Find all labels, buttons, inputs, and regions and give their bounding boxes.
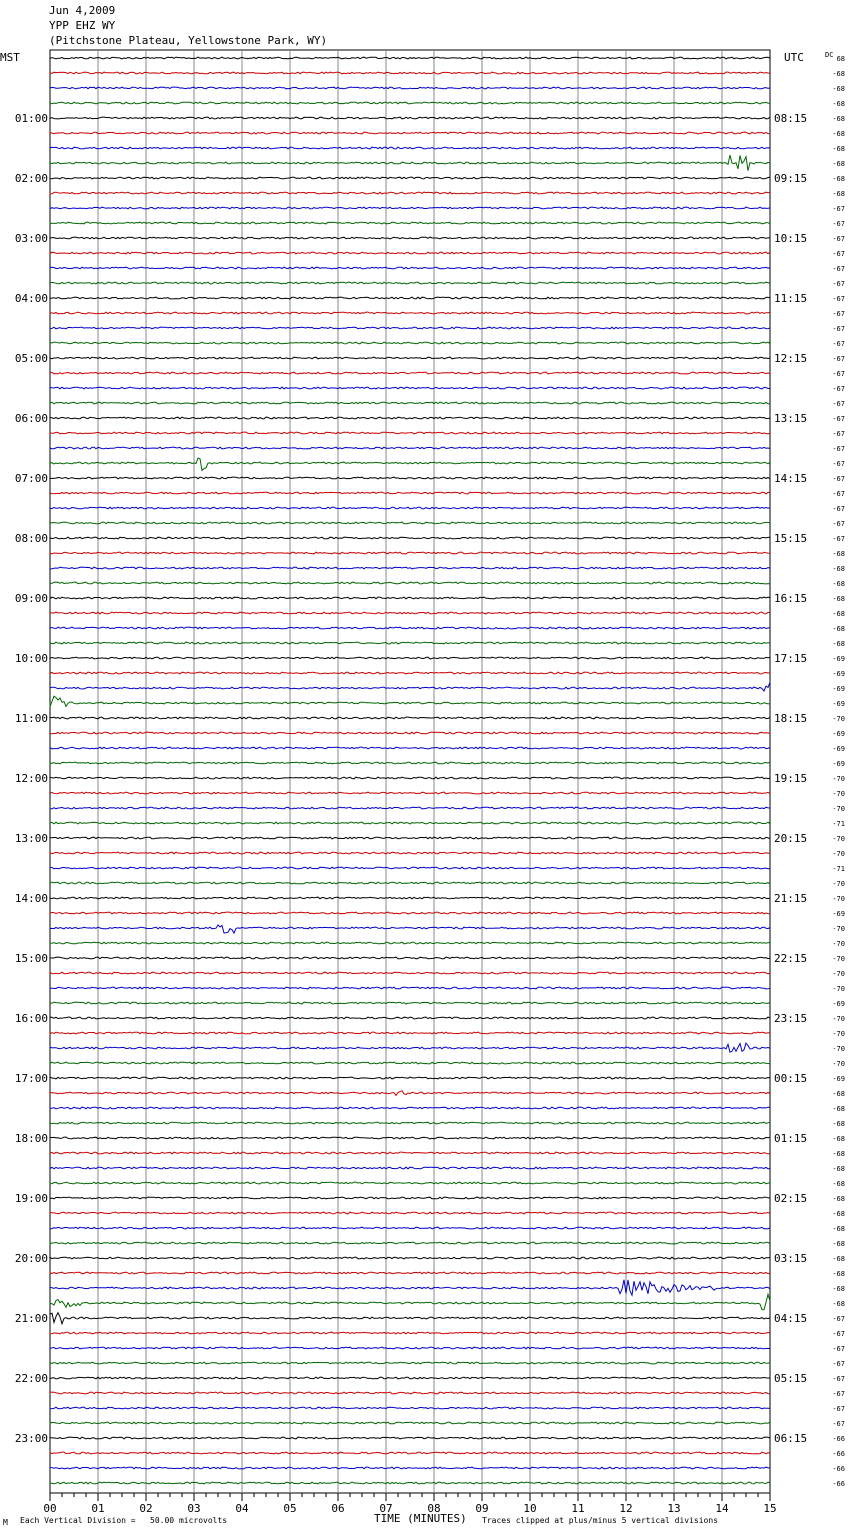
trace-row	[50, 447, 770, 449]
mst-hour-label: 21:00	[14, 1312, 48, 1325]
mst-hour-label: 14:00	[14, 892, 48, 905]
trace-row	[50, 1452, 770, 1454]
dc-offset-label: -71	[832, 865, 845, 873]
station-location: (Pitchstone Plateau, Yellowstone Park, WY)	[49, 34, 328, 47]
vertical-scale-note: Each Vertical Division = 50.00 microvolts	[20, 1516, 228, 1525]
trace-row	[50, 1437, 770, 1439]
dc-offset-label: -67	[832, 1390, 845, 1398]
trace-row	[50, 672, 770, 674]
dc-label: DC	[825, 51, 834, 59]
dc-offset-label: -67	[832, 1360, 845, 1368]
trace-row	[50, 777, 770, 779]
dc-offset-label: -67	[832, 280, 845, 288]
trace-row	[50, 1167, 770, 1169]
dc-offset-label: -69	[832, 910, 845, 918]
trace-row	[50, 252, 770, 254]
dc-offset-label: -69	[832, 700, 845, 708]
mst-hour-label: 20:00	[14, 1252, 48, 1265]
trace-row	[50, 925, 770, 933]
x-tick-label: 08	[427, 1502, 441, 1515]
dc-offset-label: -68	[832, 1240, 845, 1248]
trace-row	[50, 1332, 770, 1334]
trace-row	[50, 155, 770, 171]
dc-offset-label: -67	[832, 400, 845, 408]
trace-row	[50, 612, 770, 614]
x-tick-label: 07	[379, 1502, 393, 1515]
trace-row	[50, 357, 770, 359]
trace-row	[50, 417, 770, 419]
trace-row	[50, 897, 770, 899]
mst-hour-label: 08:00	[14, 532, 48, 545]
dc-offset-label: -70	[832, 1060, 845, 1068]
utc-hour-label: 01:15	[774, 1132, 808, 1145]
dc-offset-label: -68	[832, 1120, 845, 1128]
utc-hour-label: 14:15	[774, 472, 808, 485]
dc-offset-label: -70	[832, 985, 845, 993]
trace-row	[50, 852, 770, 854]
dc-offset-label: -67	[832, 220, 845, 228]
trace-row	[50, 696, 770, 706]
dc-offset-label: -70	[832, 925, 845, 933]
dc-offset-label: -68	[832, 1285, 845, 1293]
trace-row	[50, 1313, 770, 1324]
trace-row	[50, 402, 770, 404]
trace-row	[50, 327, 770, 329]
trace-row	[50, 432, 770, 434]
mst-hour-label: 12:00	[14, 772, 48, 785]
dc-offset-label: -69	[832, 730, 845, 738]
x-tick-label: 09	[475, 1502, 489, 1515]
dc-offset-label: -68	[832, 1150, 845, 1158]
dc-offset-label: -67	[832, 490, 845, 498]
dc-offset-label: -67	[832, 310, 845, 318]
trace-row	[50, 1197, 770, 1199]
dc-offset-label: -67	[832, 340, 845, 348]
trace-row	[50, 987, 770, 989]
mst-hour-label: 22:00	[14, 1372, 48, 1385]
utc-hour-label: 00:15	[774, 1072, 808, 1085]
dc-offset-label: -67	[832, 385, 845, 393]
dc-offset-label: -68	[832, 130, 845, 138]
trace-row	[50, 372, 770, 374]
trace-row	[50, 57, 770, 59]
dc-offset-label: -68	[832, 1300, 845, 1308]
dc-offset-label: -67	[832, 265, 845, 273]
trace-row	[50, 1377, 770, 1379]
dc-offset-label: -67	[832, 1405, 845, 1413]
dc-offset-label: -70	[832, 940, 845, 948]
dc-offset-label: -66	[832, 1435, 845, 1443]
mst-hour-label: 18:00	[14, 1132, 48, 1145]
trace-row	[50, 1257, 770, 1259]
mst-hour-label: 19:00	[14, 1192, 48, 1205]
dc-offset-label: -70	[832, 805, 845, 813]
trace-row	[50, 237, 770, 239]
trace-row	[50, 1091, 770, 1096]
x-tick-label: 15	[763, 1502, 777, 1515]
trace-row	[50, 1242, 770, 1244]
utc-hour-label: 05:15	[774, 1372, 808, 1385]
x-tick-label: 10	[523, 1502, 537, 1515]
trace-row	[50, 102, 770, 104]
trace-row	[50, 492, 770, 494]
trace-row	[50, 522, 770, 524]
trace-row	[50, 747, 770, 749]
dc-offset-label: -68	[832, 1090, 845, 1098]
dc-offset-label: -70	[832, 790, 845, 798]
dc-offset-label: -69	[832, 685, 845, 693]
dc-offset-label: -70	[832, 775, 845, 783]
utc-hour-label: 16:15	[774, 592, 808, 605]
mst-hour-label: 06:00	[14, 412, 48, 425]
x-tick-label: 12	[619, 1502, 633, 1515]
utc-hour-label: 03:15	[774, 1252, 808, 1265]
trace-row	[50, 1407, 770, 1409]
x-tick-label: 13	[667, 1502, 681, 1515]
dc-offset-label: -70	[832, 895, 845, 903]
dc-offset-label: -68	[832, 85, 845, 93]
mst-hour-label: 07:00	[14, 472, 48, 485]
dc-offset-label: -67	[832, 430, 845, 438]
trace-row	[50, 192, 770, 194]
plot-date: Jun 4,2009	[49, 4, 116, 17]
trace-row	[50, 552, 770, 554]
trace-row	[50, 1227, 770, 1229]
dc-offset-label: 68	[836, 55, 845, 63]
trace-row	[50, 72, 770, 74]
dc-offset-label: -71	[832, 820, 845, 828]
trace-row	[50, 537, 770, 539]
utc-hour-label: 10:15	[774, 232, 808, 245]
dc-offset-label: -68	[832, 1210, 845, 1218]
trace-row	[50, 867, 770, 869]
dc-offset-label: -67	[832, 355, 845, 363]
x-tick-label: 00	[43, 1502, 57, 1515]
dc-offset-label: -67	[832, 295, 845, 303]
dc-offset-label: -68	[832, 610, 845, 618]
trace-row	[50, 147, 770, 149]
trace-row	[50, 1272, 770, 1274]
trace-row	[50, 1347, 770, 1349]
utc-hour-label: 23:15	[774, 1012, 808, 1025]
trace-row	[50, 942, 770, 944]
trace-row	[50, 732, 770, 734]
utc-hour-label: 02:15	[774, 1192, 808, 1205]
mst-hour-label: 17:00	[14, 1072, 48, 1085]
clip-note: Traces clipped at plus/minus 5 vertical divisions	[482, 1516, 719, 1525]
mst-hour-label: 23:00	[14, 1432, 48, 1445]
x-tick-label: 03	[187, 1502, 201, 1515]
utc-hour-label: 13:15	[774, 412, 808, 425]
trace-row	[50, 642, 770, 644]
utc-hour-label: 17:15	[774, 652, 808, 665]
trace-row	[50, 822, 770, 824]
trace-row	[50, 1062, 770, 1064]
trace-row	[50, 117, 770, 119]
utc-hour-label: 15:15	[774, 532, 808, 545]
utc-hour-label: 21:15	[774, 892, 808, 905]
trace-row	[50, 1032, 770, 1034]
dc-offset-label: -69	[832, 655, 845, 663]
utc-hour-label: 19:15	[774, 772, 808, 785]
dc-offset-label: -67	[832, 325, 845, 333]
trace-row	[50, 342, 770, 344]
dc-offset-label: -68	[832, 115, 845, 123]
trace-row	[50, 1482, 770, 1484]
mst-hour-label: 02:00	[14, 172, 48, 185]
trace-row	[50, 1422, 770, 1424]
right-axis-title: UTC	[784, 51, 804, 64]
dc-offset-label: -67	[832, 460, 845, 468]
dc-offset-label: -70	[832, 835, 845, 843]
dc-offset-label: -68	[832, 190, 845, 198]
dc-offset-label: -67	[832, 1345, 845, 1353]
mst-hour-label: 04:00	[14, 292, 48, 305]
x-tick-label: 11	[571, 1502, 585, 1515]
dc-offset-label: -68	[832, 145, 845, 153]
trace-row	[50, 1362, 770, 1364]
dc-offset-label: -69	[832, 1075, 845, 1083]
dc-offset-label: -68	[832, 640, 845, 648]
trace-row	[50, 682, 770, 691]
trace-row	[50, 312, 770, 314]
x-tick-label: 06	[331, 1502, 345, 1515]
dc-offset-label: -67	[832, 370, 845, 378]
utc-hour-label: 06:15	[774, 1432, 808, 1445]
trace-row	[50, 1137, 770, 1139]
trace-row	[50, 507, 770, 509]
x-tick-label: 14	[715, 1502, 729, 1515]
trace-row	[50, 882, 770, 884]
trace-row	[50, 1152, 770, 1154]
trace-row	[50, 387, 770, 389]
footer-mark: M	[3, 1518, 8, 1527]
x-axis-label: TIME (MINUTES)	[374, 1512, 467, 1525]
trace-row	[50, 1043, 770, 1052]
trace-row	[50, 1017, 770, 1019]
dc-offset-label: -70	[832, 955, 845, 963]
dc-offset-label: -70	[832, 880, 845, 888]
utc-hour-label: 04:15	[774, 1312, 808, 1325]
dc-offset-label: -67	[832, 1375, 845, 1383]
dc-offset-label: -67	[832, 445, 845, 453]
trace-row	[50, 222, 770, 224]
dc-offset-label: -67	[832, 535, 845, 543]
dc-offset-label: -68	[832, 160, 845, 168]
dc-offset-label: -68	[832, 70, 845, 78]
dc-offset-label: -68	[832, 580, 845, 588]
dc-offset-label: -68	[832, 1255, 845, 1263]
mst-hour-label: 16:00	[14, 1012, 48, 1025]
station-code: YPP EHZ WY	[49, 19, 116, 32]
dc-offset-label: -68	[832, 1195, 845, 1203]
mst-hour-label: 10:00	[14, 652, 48, 665]
dc-offset-label: -69	[832, 670, 845, 678]
trace-row	[50, 762, 770, 764]
utc-hour-label: 09:15	[774, 172, 808, 185]
utc-hour-label: 20:15	[774, 832, 808, 845]
dc-offset-label: -69	[832, 1000, 845, 1008]
mst-hour-label: 15:00	[14, 952, 48, 965]
trace-row	[50, 1077, 770, 1079]
dc-offset-label: -68	[832, 565, 845, 573]
dc-offset-label: -68	[832, 1105, 845, 1113]
utc-hour-label: 08:15	[774, 112, 808, 125]
dc-offset-label: -67	[832, 415, 845, 423]
trace-row	[50, 627, 770, 629]
mst-hour-label: 09:00	[14, 592, 48, 605]
dc-offset-label: -67	[832, 475, 845, 483]
trace-row	[50, 792, 770, 794]
dc-offset-label: -68	[832, 100, 845, 108]
dc-offset-label: -70	[832, 1015, 845, 1023]
trace-row	[50, 1392, 770, 1394]
trace-row	[50, 597, 770, 599]
dc-offset-label: -68	[832, 1135, 845, 1143]
trace-row	[50, 177, 770, 179]
trace-row	[50, 132, 770, 134]
trace-row	[50, 807, 770, 809]
utc-hour-label: 11:15	[774, 292, 808, 305]
dc-offset-label: -69	[832, 760, 845, 768]
trace-row	[50, 1107, 770, 1109]
dc-offset-label: -70	[832, 1045, 845, 1053]
x-tick-label: 05	[283, 1502, 297, 1515]
dc-offset-label: -66	[832, 1450, 845, 1458]
trace-row	[50, 1212, 770, 1214]
trace-row	[50, 458, 770, 470]
trace-row	[50, 1467, 770, 1469]
dc-offset-label: -67	[832, 520, 845, 528]
trace-row	[50, 567, 770, 569]
trace-row	[50, 657, 770, 659]
trace-row	[50, 1182, 770, 1184]
trace-row	[50, 837, 770, 839]
plot-frame	[50, 50, 770, 1493]
dc-offset-label: -68	[832, 625, 845, 633]
dc-offset-label: -67	[832, 250, 845, 258]
trace-row	[50, 1294, 770, 1309]
dc-offset-label: -68	[832, 550, 845, 558]
dc-offset-label: -67	[832, 505, 845, 513]
dc-offset-label: -67	[832, 1420, 845, 1428]
dc-offset-label: -70	[832, 715, 845, 723]
dc-offset-label: -66	[832, 1465, 845, 1473]
mst-hour-label: 01:00	[14, 112, 48, 125]
dc-offset-label: -67	[832, 1315, 845, 1323]
utc-hour-label: 22:15	[774, 952, 808, 965]
dc-offset-label: -67	[832, 205, 845, 213]
dc-offset-label: -68	[832, 1180, 845, 1188]
trace-row	[50, 582, 770, 584]
x-tick-label: 02	[139, 1502, 153, 1515]
dc-offset-label: -70	[832, 850, 845, 858]
dc-offset-label: -68	[832, 1165, 845, 1173]
dc-offset-label: -68	[832, 1225, 845, 1233]
mst-hour-label: 11:00	[14, 712, 48, 725]
trace-row	[50, 1002, 770, 1004]
trace-row	[50, 957, 770, 959]
dc-offset-label: -66	[832, 1480, 845, 1488]
dc-offset-label: -69	[832, 745, 845, 753]
trace-row	[50, 477, 770, 479]
utc-hour-label: 18:15	[774, 712, 808, 725]
trace-row	[50, 282, 770, 284]
trace-row	[50, 207, 770, 209]
trace-row	[50, 267, 770, 269]
x-tick-label: 01	[91, 1502, 105, 1515]
dc-offset-label: -67	[832, 1330, 845, 1338]
trace-row	[50, 87, 770, 89]
dc-offset-label: -68	[832, 175, 845, 183]
trace-row	[50, 972, 770, 974]
x-tick-label: 04	[235, 1502, 249, 1515]
trace-row	[50, 1122, 770, 1124]
left-axis-title: MST	[0, 51, 20, 64]
dc-offset-label: -70	[832, 970, 845, 978]
trace-row	[50, 717, 770, 719]
dc-offset-label: -68	[832, 595, 845, 603]
mst-hour-label: 03:00	[14, 232, 48, 245]
trace-row	[50, 912, 770, 914]
dc-offset-label: -70	[832, 1030, 845, 1038]
utc-hour-label: 12:15	[774, 352, 808, 365]
trace-row	[50, 297, 770, 299]
dc-offset-label: -67	[832, 235, 845, 243]
mst-hour-label: 13:00	[14, 832, 48, 845]
dc-offset-label: -68	[832, 1270, 845, 1278]
trace-row	[50, 1280, 770, 1296]
mst-hour-label: 05:00	[14, 352, 48, 365]
